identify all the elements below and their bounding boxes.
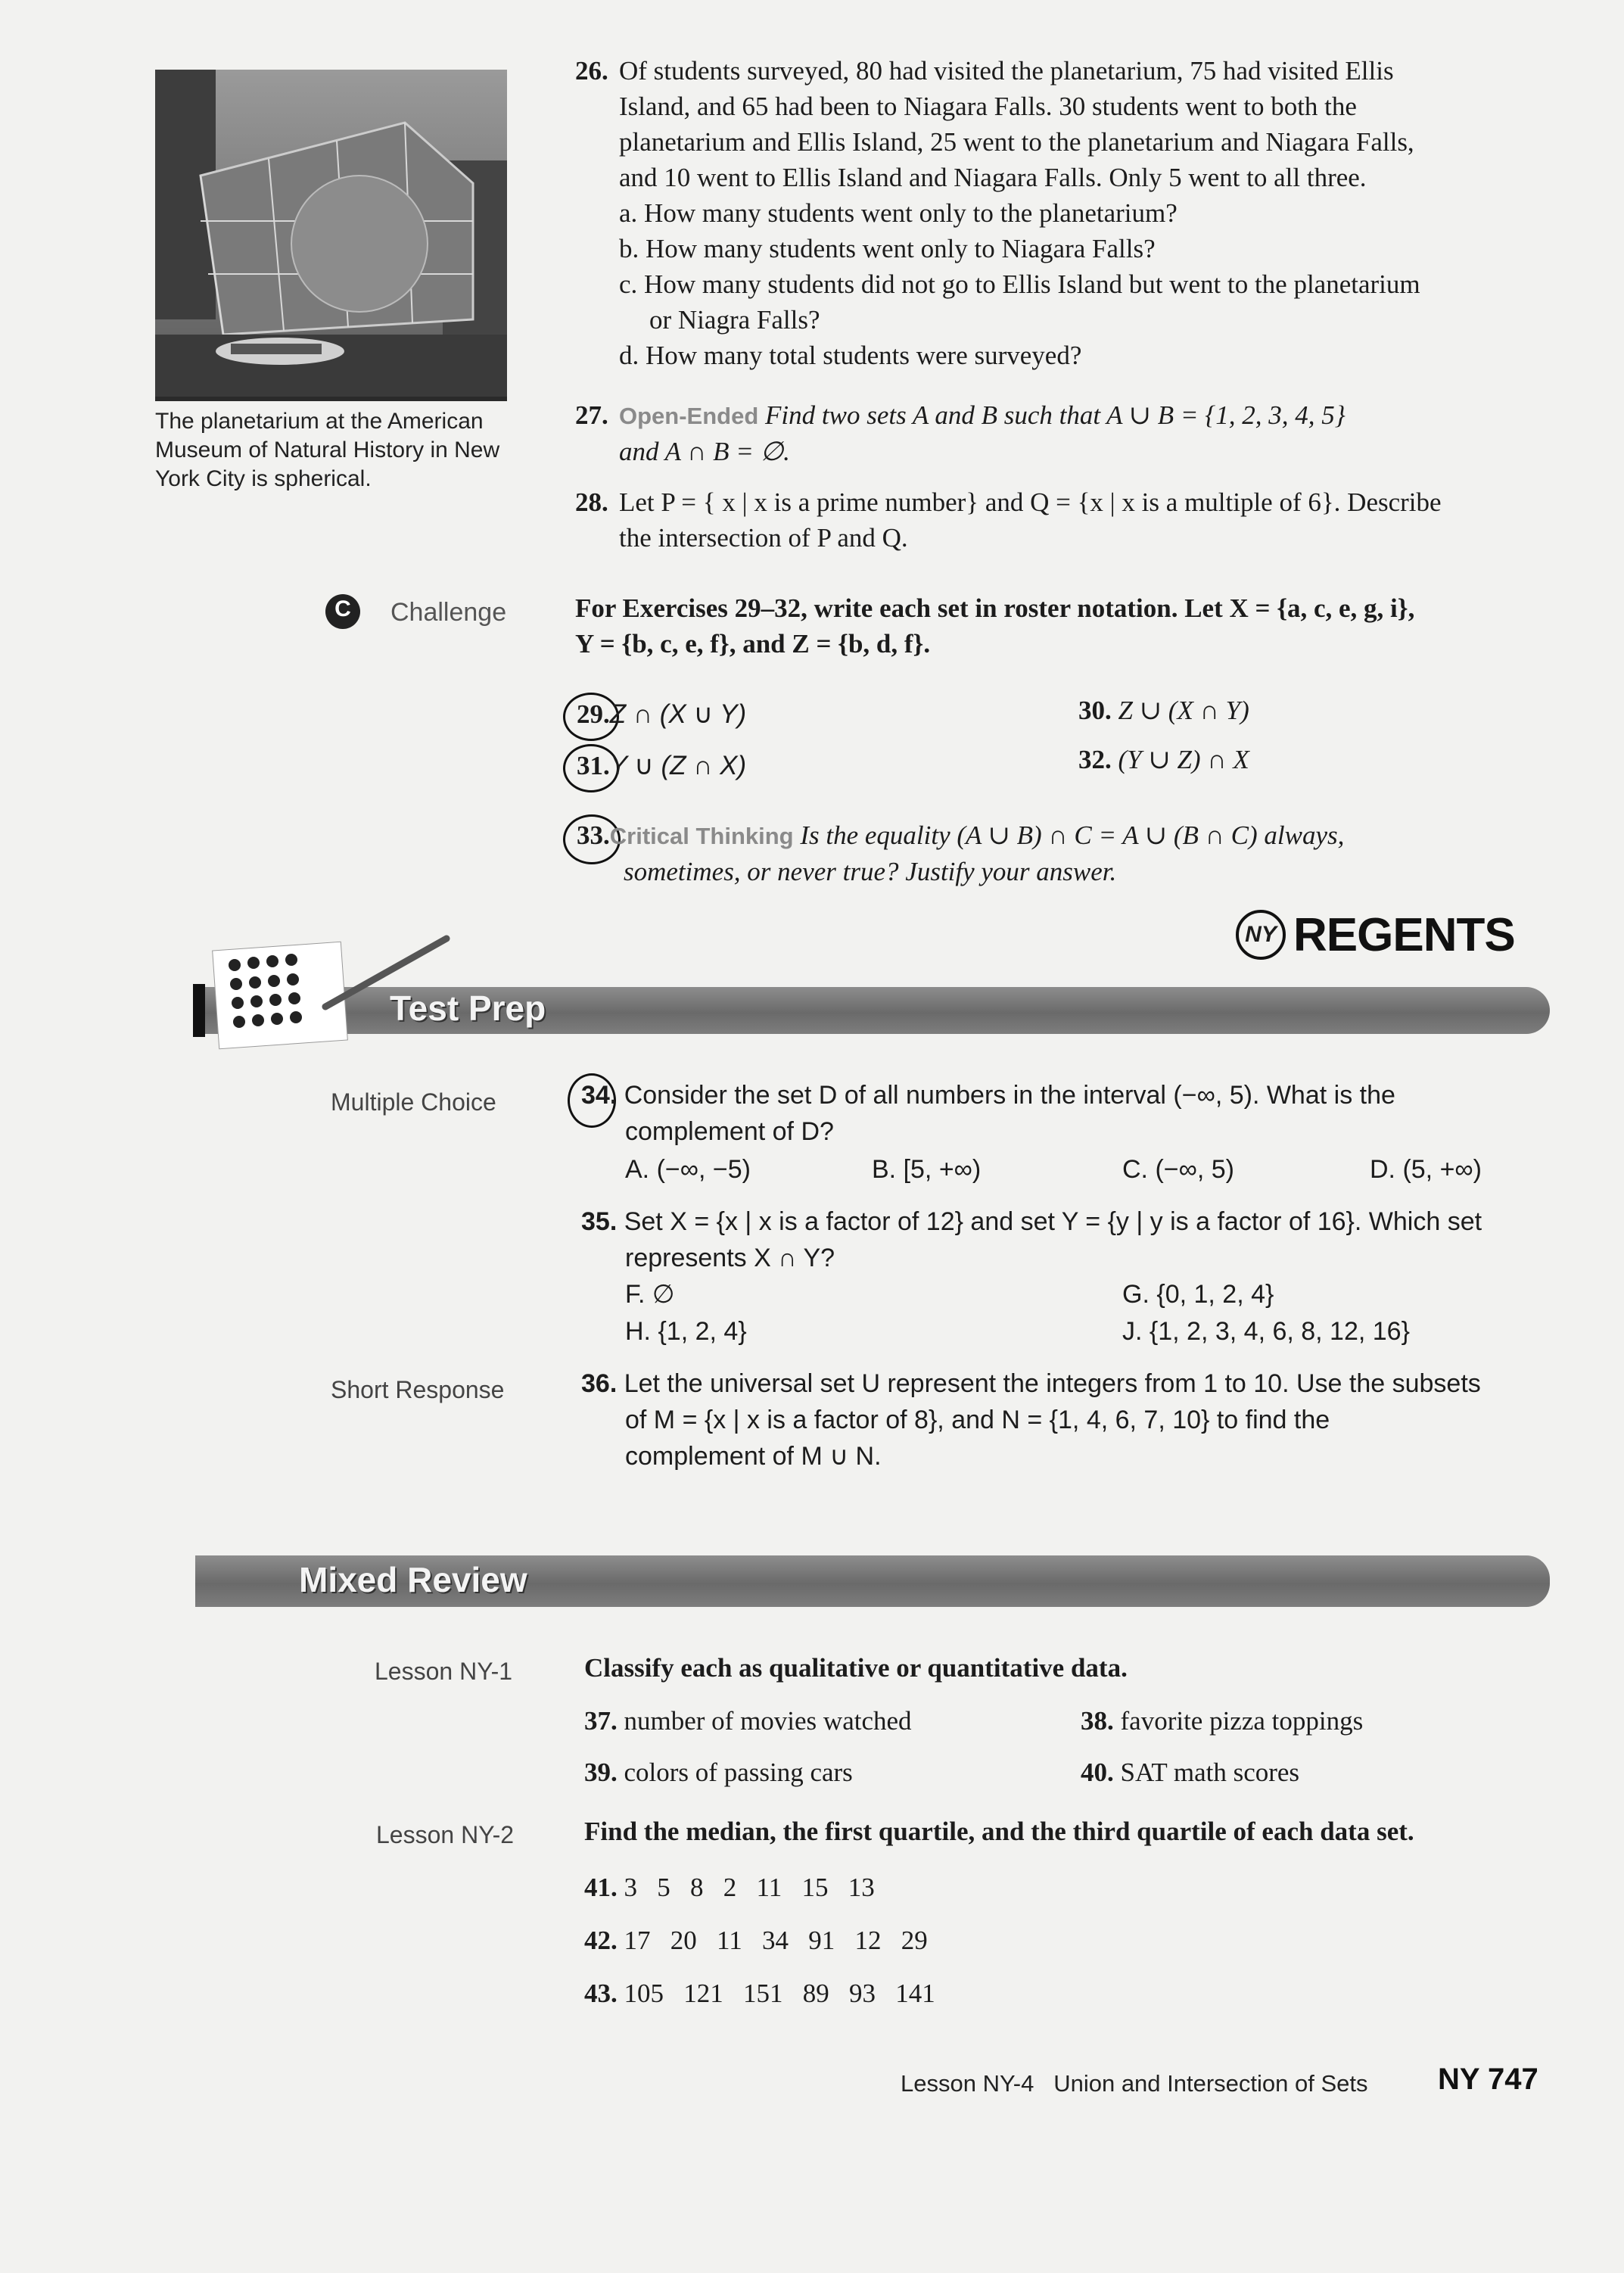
question-text: planetarium and Ellis Island, 25 went to the planetarium and Niagara Falls,: [619, 127, 1414, 157]
part-text: How many students went only to the planetarium?: [644, 198, 1178, 228]
choice-g[interactable]: G. {0, 1, 2, 4}: [1122, 1280, 1274, 1309]
question-text: and 10 went to Ellis Island and Niagara Falls. Only 5 went to all three.: [619, 163, 1367, 192]
multiple-choice-label: Multiple Choice: [331, 1088, 496, 1116]
planetarium-photo: [155, 70, 507, 401]
mixed-review-title: Mixed Review: [299, 1560, 527, 1599]
data-value: 105: [624, 1979, 664, 2008]
photo-caption: The planetarium at the American Museum of Natural History in New York City is spherical.: [155, 409, 500, 491]
question-43: 43. 105 121 151 89 93 141: [584, 1979, 935, 2008]
data-value: 93: [849, 1979, 876, 2008]
data-value: 3: [624, 1873, 637, 1902]
page-number: NY 747: [1438, 2063, 1538, 2096]
part-label: b.: [619, 234, 639, 263]
question-text: Of students surveyed, 80 had visited the planetarium, 75 had visited Ellis: [619, 56, 1394, 86]
data-value: 17: [624, 1926, 651, 1955]
question-27: [575, 397, 1574, 469]
question-42: 42. 17 20 11 34 91 12 29: [584, 1926, 928, 1955]
data-value: 11: [756, 1873, 782, 1902]
data-value: 12: [854, 1926, 882, 1955]
choice-f[interactable]: F. ∅: [625, 1280, 675, 1309]
choice-d[interactable]: D. (5, +∞): [1370, 1155, 1482, 1184]
part-text: How many students did not go to Ellis Island but went to the planetarium: [644, 269, 1420, 299]
lesson-ny2-label: Lesson NY-2: [376, 1821, 515, 1848]
data-value: 91: [808, 1926, 835, 1955]
question-28: [575, 484, 1574, 556]
question-40: 40. SAT math scores: [1081, 1758, 1300, 1787]
question-37: 37. number of movies watched: [584, 1706, 912, 1736]
part-text: How many total students were surveyed?: [646, 341, 1082, 370]
data-value: 121: [683, 1979, 723, 2008]
question-text: Let P = { x | x is a prime number} and Q = {x | x is a multiple of 6}. Describe: [619, 487, 1442, 517]
data-value: 2: [723, 1873, 737, 1902]
banner-marker: [193, 984, 205, 1037]
question-36: 36. Let the universal set U represent the integers from 1 to 10. Use the subsets of M = {x | x is a factor of 8}, and N = {1, 4, 6, 7, 10} to find the complement of M ∪ N.: [581, 1369, 1481, 1471]
lesson-ny1-label: Lesson NY-1: [375, 1658, 513, 1685]
question-number: 27.: [575, 400, 608, 430]
question-text: and A ∩ B = ∅.: [619, 437, 790, 466]
part-label: c.: [619, 269, 638, 299]
question-35: 35. Set X = {x | x is a factor of 12} and set Y = {y | y is a factor of 16}. Which set represents X ∩ Y?: [581, 1207, 1482, 1272]
instructions-29-32: For Exercises 29–32, write each set in roster notation. Let X = {a, c, e, g, i}, Y = {b, c, e, f}, and Z = {b, d, f}.: [575, 593, 1415, 659]
footer-lesson: Lesson NY-4 Union and Intersection of Sets: [901, 2070, 1368, 2097]
question-32: 32. (Y ∪ Z) ∩ X: [1078, 745, 1249, 774]
challenge-icon: C: [325, 594, 360, 629]
short-response-label: Short Response: [331, 1376, 505, 1403]
question-39: 39. colors of passing cars: [584, 1758, 853, 1787]
data-value: 13: [848, 1873, 875, 1902]
part-label: d.: [619, 341, 639, 370]
question-text: Find two sets A and B such that A ∪ B = {1, 2, 3, 4, 5}: [765, 400, 1346, 430]
question-41: 41. 3 5 8 2 11 15 13: [584, 1873, 875, 1902]
question-number: 26.: [575, 56, 608, 86]
data-value: 20: [670, 1926, 697, 1955]
question-33: 33.Critical Thinking Is the equality (A ∪ B) ∩ C = A ∪ (B ∩ C) always, sometimes, or never true? Justify your answer.: [577, 820, 1345, 886]
choice-a[interactable]: A. (−∞, −5): [625, 1155, 751, 1184]
question-29: 29.Z ∩ (X ∪ Y): [577, 699, 747, 729]
data-value: 89: [802, 1979, 829, 2008]
choice-j[interactable]: J. {1, 2, 3, 4, 6, 8, 12, 16}: [1122, 1317, 1410, 1346]
data-value: 29: [901, 1926, 928, 1955]
data-value: 5: [657, 1873, 670, 1902]
ny-logo-icon: NY: [1236, 910, 1286, 960]
data-value: 151: [743, 1979, 783, 2008]
critical-thinking-tag: Critical Thinking: [609, 823, 794, 849]
part-text: How many students went only to Niagara Falls?: [646, 234, 1156, 263]
choice-b[interactable]: B. [5, +∞): [872, 1155, 982, 1184]
question-text: Island, and 65 had been to Niagara Falls. 30 students went to both the: [619, 92, 1357, 121]
part-text: or Niagra Falls?: [649, 305, 820, 335]
question-text: the intersection of P and Q.: [619, 523, 908, 553]
data-value: 141: [895, 1979, 935, 2008]
open-ended-tag: Open-Ended: [619, 403, 759, 429]
data-value: 34: [761, 1926, 789, 1955]
question-30: 30. Z ∪ (X ∩ Y): [1078, 696, 1249, 725]
data-value: 11: [717, 1926, 742, 1955]
part-label: a.: [619, 198, 638, 228]
choice-h[interactable]: H. {1, 2, 4}: [625, 1317, 747, 1346]
question-31: 31.Y ∪ (Z ∩ X): [577, 751, 747, 780]
choice-c[interactable]: C. (−∞, 5): [1122, 1155, 1234, 1184]
data-value: 8: [690, 1873, 704, 1902]
question-38: 38. favorite pizza toppings: [1081, 1706, 1364, 1736]
question-26: [575, 53, 1574, 373]
test-prep-title: Test Prep: [390, 989, 546, 1028]
data-value: 15: [801, 1873, 829, 1902]
lesson-ny1-instructions: Classify each as qualitative or quantitative data.: [584, 1653, 1128, 1683]
question-number: 28.: [575, 487, 608, 517]
lesson-ny2-instructions: Find the median, the first quartile, and the third quartile of each data set.: [584, 1817, 1414, 1846]
question-34: 34. Consider the set D of all numbers in the interval (−∞, 5). What is the complement of D?: [581, 1081, 1395, 1146]
